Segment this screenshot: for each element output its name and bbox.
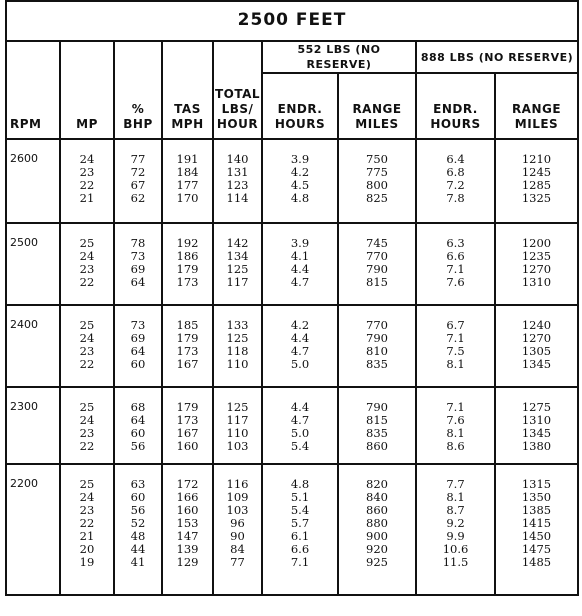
value: 103 [226, 503, 249, 517]
value: 125 [226, 331, 249, 345]
value: 69 [130, 262, 146, 276]
total-cell [213, 305, 262, 387]
bhp-cell [114, 223, 162, 305]
value: 23 [79, 262, 95, 276]
value: 20 [79, 542, 95, 556]
value: 110 [226, 426, 249, 440]
total-cell [213, 139, 262, 223]
total-cell [213, 387, 262, 464]
cruise-performance-sheet [5, 0, 577, 596]
value: 1275 [521, 400, 552, 414]
value: 22 [79, 275, 95, 289]
endr-888-cell [416, 139, 495, 223]
value: 925 [366, 555, 388, 569]
value: 134 [226, 249, 249, 263]
value: 4.2 [290, 165, 310, 179]
header-range-miles-552: RANGE MILES [338, 73, 416, 139]
value: 22 [79, 357, 95, 371]
value: 1385 [521, 503, 552, 517]
value: 23 [79, 165, 95, 179]
value: 109 [226, 490, 249, 504]
value: 3.9 [290, 152, 310, 166]
value: 1345 [521, 357, 552, 371]
endr-552-cell [262, 387, 338, 464]
value: 6.7 [446, 318, 465, 332]
value: 7.7 [446, 477, 465, 491]
range-552-cell [338, 305, 416, 387]
value: 880 [366, 516, 388, 530]
value: 160 [176, 503, 199, 517]
value: 1305 [521, 344, 552, 358]
value: 166 [176, 490, 199, 504]
value: 41 [130, 555, 146, 569]
value: 1475 [521, 542, 552, 556]
header-tas: TAS MPH [162, 41, 213, 139]
value: 7.1 [446, 400, 465, 414]
range-888-cell [495, 305, 578, 387]
altitude-title-cell [6, 1, 578, 41]
value: 25 [79, 318, 95, 332]
value: 69 [130, 331, 146, 345]
value: 123 [226, 178, 249, 192]
value: 835 [366, 426, 388, 440]
value: 6.8 [446, 165, 465, 179]
value: 920 [366, 542, 388, 556]
rpm-cell: 2600 [6, 139, 60, 223]
value: 129 [176, 555, 199, 569]
value: 48 [130, 529, 146, 543]
value: 815 [366, 413, 388, 427]
value: 5.0 [290, 357, 310, 371]
mp-cell [60, 139, 114, 223]
value: 60 [130, 357, 146, 371]
tas-cell [162, 305, 213, 387]
value: 68 [130, 400, 146, 414]
value: 23 [79, 503, 95, 517]
value: 64 [130, 413, 146, 427]
group-header-552-lbs: 552 LBS (NO RESERVE) [262, 41, 416, 73]
value: 1415 [521, 516, 552, 530]
value: 73 [130, 249, 146, 263]
value: 7.5 [446, 344, 465, 358]
value: 73 [130, 318, 146, 332]
endr-888-cell [416, 387, 495, 464]
mp-cell [60, 223, 114, 305]
value: 56 [130, 503, 146, 517]
value: 11.5 [442, 555, 469, 569]
value: 9.9 [446, 529, 465, 543]
bhp-cell [114, 305, 162, 387]
value: 64 [130, 344, 146, 358]
value: 1200 [521, 236, 552, 250]
altitude-title: 2500 FEET [237, 10, 347, 30]
value: 24 [79, 490, 95, 504]
value: 60 [130, 490, 146, 504]
value: 1240 [521, 318, 552, 332]
value: 116 [226, 477, 249, 491]
value: 750 [366, 152, 388, 166]
value: 60 [130, 426, 146, 440]
value: 1310 [521, 275, 552, 289]
value: 860 [366, 503, 388, 517]
tas-cell [162, 464, 213, 595]
value: 173 [176, 344, 199, 358]
value: 185 [176, 318, 199, 332]
value: 4.1 [290, 249, 310, 263]
value: 84 [230, 542, 245, 556]
value: 4.7 [290, 344, 310, 358]
value: 4.4 [290, 262, 310, 276]
table-row [6, 223, 578, 305]
value: 5.4 [290, 503, 310, 517]
rpm-cell: 2400 [6, 305, 60, 387]
value: 1310 [521, 413, 552, 427]
value: 8.1 [446, 357, 465, 371]
header-total-lbs-hour: TOTAL LBS/ HOUR [213, 41, 262, 139]
value: 5.7 [290, 516, 310, 530]
value: 184 [176, 165, 199, 179]
range-552-cell [338, 387, 416, 464]
value: 139 [176, 542, 199, 556]
header-endr-hours-552: ENDR. HOURS [262, 73, 338, 139]
header-mp: MP [60, 41, 114, 139]
value: 8.1 [446, 490, 465, 504]
endr-552-cell [262, 223, 338, 305]
table-body [6, 139, 578, 595]
value: 4.8 [290, 191, 310, 205]
value: 173 [176, 275, 199, 289]
value: 790 [366, 262, 388, 276]
value: 110 [226, 357, 249, 371]
value: 1270 [521, 262, 552, 276]
value: 186 [176, 249, 199, 263]
value: 1345 [521, 426, 552, 440]
value: 22 [79, 516, 95, 530]
value: 22 [79, 439, 95, 453]
mp-cell [60, 305, 114, 387]
value: 8.1 [446, 426, 465, 440]
value: 7.1 [446, 262, 465, 276]
value: 1315 [521, 477, 552, 491]
range-552-cell [338, 139, 416, 223]
value: 19 [79, 555, 95, 569]
value: 4.8 [290, 477, 310, 491]
total-cell [213, 223, 262, 305]
value: 8.7 [446, 503, 465, 517]
value: 810 [366, 344, 388, 358]
value: 167 [176, 426, 199, 440]
value: 131 [226, 165, 249, 179]
range-888-cell [495, 223, 578, 305]
value: 6.6 [290, 542, 310, 556]
value: 142 [226, 236, 249, 250]
endr-552-cell [262, 464, 338, 595]
value: 24 [79, 249, 95, 263]
value: 9.2 [446, 516, 465, 530]
value: 62 [130, 191, 146, 205]
value: 147 [176, 529, 199, 543]
value: 1235 [521, 249, 552, 263]
value: 10.6 [442, 542, 469, 556]
value: 790 [366, 331, 388, 345]
value: 4.5 [290, 178, 310, 192]
value: 77 [230, 555, 245, 569]
range-888-cell [495, 139, 578, 223]
value: 172 [176, 477, 199, 491]
value: 800 [366, 178, 388, 192]
bhp-cell [114, 464, 162, 595]
value: 44 [130, 542, 146, 556]
value: 7.6 [446, 413, 465, 427]
value: 840 [366, 490, 388, 504]
table-row [6, 305, 578, 387]
value: 179 [176, 262, 199, 276]
value: 4.4 [290, 331, 310, 345]
value: 191 [176, 152, 199, 166]
value: 7.1 [446, 331, 465, 345]
value: 8.6 [446, 439, 465, 453]
value: 790 [366, 400, 388, 414]
value: 4.7 [290, 275, 310, 289]
header-range-miles-888: RANGE MILES [495, 73, 578, 139]
value: 1245 [521, 165, 552, 179]
mp-cell [60, 464, 114, 595]
value: 4.4 [290, 400, 310, 414]
value: 64 [130, 275, 146, 289]
range-552-cell [338, 223, 416, 305]
value: 24 [79, 413, 95, 427]
value: 24 [79, 152, 95, 166]
value: 5.4 [290, 439, 310, 453]
value: 173 [176, 413, 199, 427]
table-row [6, 387, 578, 464]
group-header-888-lbs: 888 LBS (NO RESERVE) [416, 41, 578, 73]
value: 1350 [521, 490, 552, 504]
range-888-cell [495, 387, 578, 464]
value: 77 [130, 152, 146, 166]
value: 25 [79, 400, 95, 414]
rpm-cell: 2500 [6, 223, 60, 305]
value: 117 [226, 413, 249, 427]
endr-888-cell [416, 223, 495, 305]
tas-cell [162, 387, 213, 464]
endr-888-cell [416, 464, 495, 595]
bhp-cell [114, 139, 162, 223]
value: 4.2 [290, 318, 310, 332]
value: 179 [176, 331, 199, 345]
value: 177 [176, 178, 199, 192]
value: 114 [226, 191, 249, 205]
value: 78 [130, 236, 146, 250]
value: 6.3 [446, 236, 465, 250]
value: 815 [366, 275, 388, 289]
value: 745 [366, 236, 388, 250]
value: 1285 [521, 178, 552, 192]
value: 67 [130, 178, 146, 192]
value: 22 [79, 178, 95, 192]
table-row [6, 464, 578, 595]
endr-552-cell [262, 139, 338, 223]
value: 72 [130, 165, 146, 179]
endr-552-cell [262, 305, 338, 387]
rpm-cell: 2300 [6, 387, 60, 464]
value: 125 [226, 400, 249, 414]
value: 4.7 [290, 413, 310, 427]
endr-888-cell [416, 305, 495, 387]
value: 820 [366, 477, 388, 491]
value: 21 [79, 191, 95, 205]
mp-cell [60, 387, 114, 464]
value: 7.6 [446, 275, 465, 289]
cruise-performance-table [5, 0, 579, 596]
value: 6.1 [290, 529, 310, 543]
value: 25 [79, 236, 95, 250]
value: 7.8 [446, 191, 465, 205]
value: 179 [176, 400, 199, 414]
value: 6.6 [446, 249, 465, 263]
value: 56 [130, 439, 146, 453]
value: 23 [79, 426, 95, 440]
value: 7.1 [290, 555, 310, 569]
value: 63 [130, 477, 146, 491]
value: 167 [176, 357, 199, 371]
value: 770 [366, 318, 388, 332]
value: 835 [366, 357, 388, 371]
value: 3.9 [290, 236, 310, 250]
value: 23 [79, 344, 95, 358]
value: 96 [230, 516, 245, 530]
rpm-cell: 2200 [6, 464, 60, 595]
value: 5.0 [290, 426, 310, 440]
value: 192 [176, 236, 199, 250]
value: 52 [130, 516, 146, 530]
value: 160 [176, 439, 199, 453]
value: 133 [226, 318, 249, 332]
value: 117 [226, 275, 249, 289]
value: 1270 [521, 331, 552, 345]
total-cell [213, 464, 262, 595]
range-888-cell [495, 464, 578, 595]
value: 90 [230, 529, 245, 543]
value: 860 [366, 439, 388, 453]
value: 1485 [521, 555, 552, 569]
range-552-cell [338, 464, 416, 595]
value: 1325 [521, 191, 552, 205]
value: 775 [366, 165, 388, 179]
value: 103 [226, 439, 249, 453]
value: 770 [366, 249, 388, 263]
tas-cell [162, 223, 213, 305]
value: 125 [226, 262, 249, 276]
value: 140 [226, 152, 249, 166]
value: 900 [366, 529, 388, 543]
table-row [6, 139, 578, 223]
value: 24 [79, 331, 95, 345]
value: 118 [226, 344, 249, 358]
header-rpm: RPM [6, 41, 60, 139]
value: 170 [176, 191, 199, 205]
value: 1450 [521, 529, 552, 543]
value: 6.4 [446, 152, 465, 166]
value: 7.2 [446, 178, 465, 192]
tas-cell [162, 139, 213, 223]
value: 1380 [521, 439, 552, 453]
value: 1210 [521, 152, 552, 166]
value: 21 [79, 529, 95, 543]
header-bhp: % BHP [114, 41, 162, 139]
header-endr-hours-888: ENDR. HOURS [416, 73, 495, 139]
value: 153 [176, 516, 199, 530]
value: 25 [79, 477, 95, 491]
value: 5.1 [290, 490, 310, 504]
value: 825 [366, 191, 388, 205]
bhp-cell [114, 387, 162, 464]
